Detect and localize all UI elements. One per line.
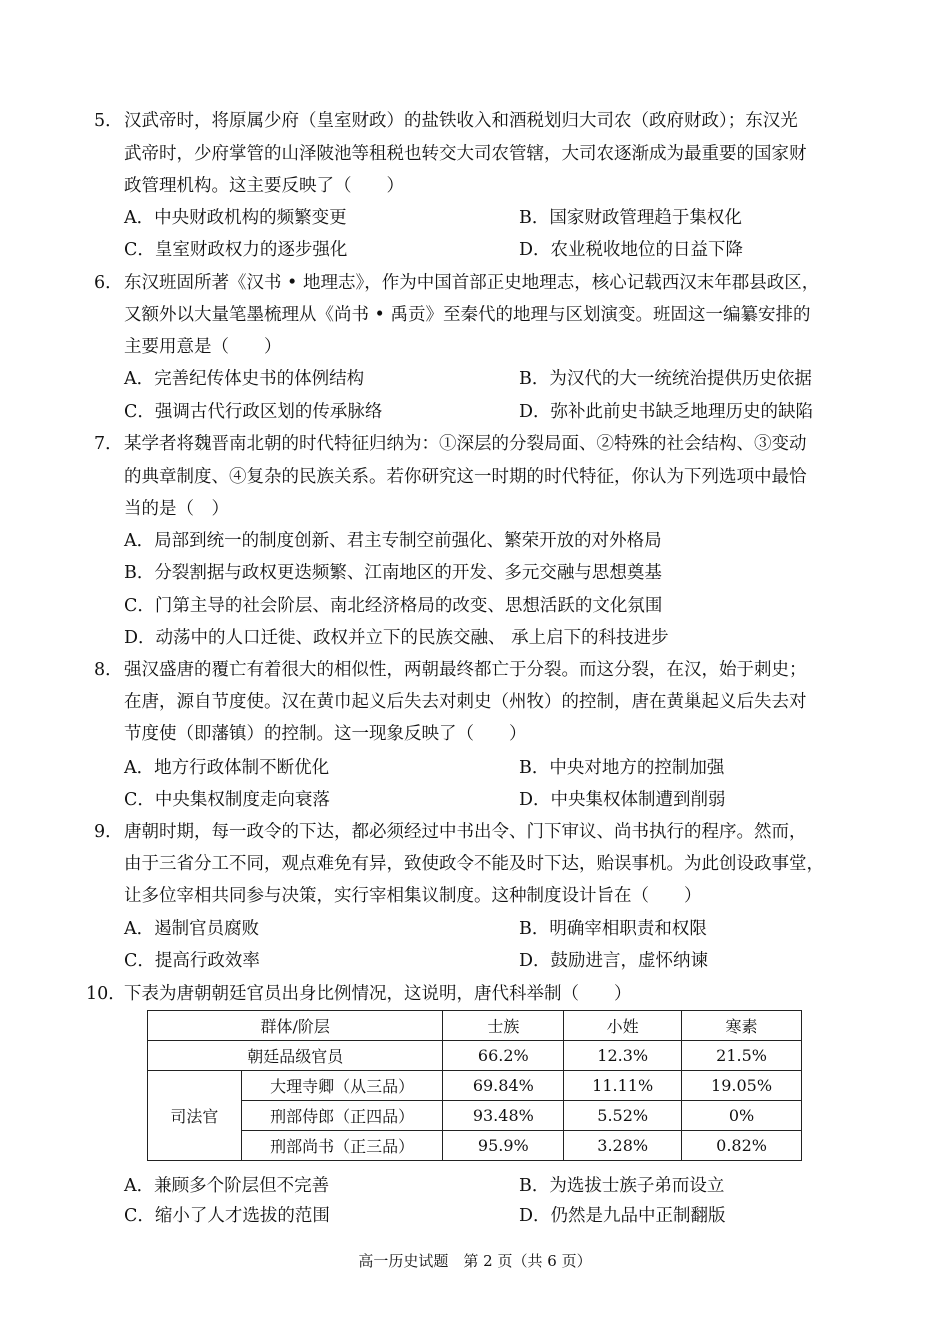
table-cell: 21.5% [682, 1041, 802, 1071]
question-7-option-b[interactable]: B．分裂割据与政权更迭频繁、江南地区的开发、多元交融与思想奠基 [124, 563, 662, 583]
table-header-shizu: 士族 [443, 1011, 564, 1041]
page-footer: 高一历史试题 第 2 页（共 6 页） [358, 1252, 592, 1270]
table-cell: 5.52% [564, 1101, 682, 1131]
question-8-option-c[interactable]: C．中央集权制度走向衰落 [124, 790, 330, 810]
table-header-group: 群体/阶层 [148, 1011, 443, 1041]
table-row-label: 刑部尚书（正三品） [241, 1131, 443, 1161]
question-8-stem-line-1: 强汉盛唐的覆亡有着很大的相似性，两朝最终都亡于分裂。而这分裂，在汉，始于刺史； [124, 660, 807, 680]
question-9-option-c[interactable]: C．提高行政效率 [124, 951, 260, 971]
question-9-stem-line-3: 让多位宰相共同参与决策，实行宰相集议制度。这种制度设计旨在（ ） [124, 886, 702, 906]
question-9-option-d[interactable]: D．鼓励进言，虚怀纳谏 [519, 951, 709, 971]
question-8-option-b[interactable]: B．中央对地方的控制加强 [519, 758, 725, 778]
question-10-option-d[interactable]: D．仍然是九品中正制翻版 [519, 1206, 726, 1226]
table-row-label: 朝廷品级官员 [148, 1041, 443, 1071]
table-row [148, 1071, 802, 1101]
question-8-stem-line-2: 在唐，源自节度使。汉在黄巾起义后失去对刺史（州牧）的控制，唐在黄巢起义后失去对 [124, 692, 807, 712]
table-header-row [148, 1011, 802, 1041]
question-7-stem-line-1: 某学者将魏晋南北朝的时代特征归纳为：①深层的分裂局面、②特殊的社会结构、③变动 [124, 434, 807, 454]
question-5-option-d[interactable]: D．农业税收地位的日益下降 [519, 240, 744, 260]
question-6-option-d[interactable]: D．弥补此前史书缺乏地理历史的缺陷 [519, 402, 814, 422]
question-10-number: 10． [86, 984, 126, 1004]
question-8-option-d[interactable]: D．中央集权体制遭到削弱 [519, 790, 726, 810]
table-cell: 69.84% [443, 1071, 564, 1101]
question-9-number: 9． [94, 822, 123, 842]
table-row [148, 1101, 802, 1131]
table-header-xiaoxing: 小姓 [564, 1011, 682, 1041]
table-row-label: 大理寺卿（从三品） [241, 1071, 443, 1101]
table-cell: 66.2% [443, 1041, 564, 1071]
question-7-option-d[interactable]: D．动荡中的人口迁徙、政权并立下的民族交融、 承上启下的科技进步 [124, 628, 669, 648]
question-10-option-b[interactable]: B．为选拔士族子弟而设立 [519, 1176, 725, 1196]
question-7-stem-line-3: 当的是（ ） [124, 499, 229, 519]
question-5-number: 5． [94, 111, 123, 131]
question-6-number: 6． [94, 273, 123, 293]
table-row [148, 1131, 802, 1161]
question-10-option-c[interactable]: C．缩小了人才选拔的范围 [124, 1206, 330, 1226]
table-cell: 3.28% [564, 1131, 682, 1161]
question-8-option-a[interactable]: A．地方行政体制不断优化 [124, 758, 330, 778]
question-6-option-c[interactable]: C．强调古代行政区划的传承脉络 [124, 402, 383, 422]
question-6-option-b[interactable]: B．为汉代的大一统统治提供历史依据 [519, 369, 812, 389]
question-8-number: 8． [94, 660, 123, 680]
table-cell: 93.48% [443, 1101, 564, 1131]
question-5-stem-line-1: 汉武帝时，将原属少府（皇室财政）的盐铁收入和酒税划归大司农（政府财政）；东汉光 [124, 111, 798, 131]
question-8-stem-line-3: 节度使（即藩镇）的控制。这一现象反映了（ ） [124, 724, 527, 744]
table-cell: 0.82% [682, 1131, 802, 1161]
table-cell: 0% [682, 1101, 802, 1131]
table-cell: 95.9% [443, 1131, 564, 1161]
table-cell: 12.3% [564, 1041, 682, 1071]
question-5-stem-line-3: 政管理机构。这主要反映了（ ） [124, 176, 404, 196]
table-row-label: 刑部侍郎（正四品） [241, 1101, 443, 1131]
question-6-stem-line-1: 东汉班固所著《汉书 • 地理志》，作为中国首部正史地理志，核心记载西汉末年郡县政区， [124, 273, 820, 293]
question-9-stem-line-2: 由于三省分工不同，观点难免有异，致使政令不能及时下达，贻误事机。为此创设政事堂， [124, 854, 824, 874]
question-9-option-b[interactable]: B．明确宰相职责和权限 [519, 919, 707, 939]
question-5-option-c[interactable]: C．皇室财政权力的逐步强化 [124, 240, 348, 260]
question-6-stem-line-3: 主要用意是（ ） [124, 337, 282, 357]
question-7-stem-line-2: 的典章制度、④复杂的民族关系。若你研究这一时期的时代特征，你认为下列选项中最恰 [124, 467, 807, 487]
question-9-stem-line-1: 唐朝时期，每一政令的下达，都必须经过中书出令、门下审议、尚书执行的程序。然而， [124, 822, 807, 842]
question-10-option-a[interactable]: A．兼顾多个阶层但不完善 [124, 1176, 330, 1196]
officials-origin-table [147, 1010, 802, 1161]
table-row [148, 1041, 802, 1071]
question-5-option-b[interactable]: B．国家财政管理趋于集权化 [519, 208, 742, 228]
table-cell: 11.11% [564, 1071, 682, 1101]
question-6-stem-line-2: 又额外以大量笔墨梳理从《尚书 • 禹贡》至秦代的地理与区划演变。班固这一编纂安排的 [124, 305, 811, 325]
question-5-stem-line-2: 武帝时，少府掌管的山泽陂池等租税也转交大司农管辖，大司农逐渐成为最重要的国家财 [124, 144, 807, 164]
question-9-option-a[interactable]: A．遏制官员腐败 [124, 919, 260, 939]
table-cell: 19.05% [682, 1071, 802, 1101]
question-7-option-c[interactable]: C．门第主导的社会阶层、南北经济格局的改变、思想活跃的文化氛围 [124, 596, 663, 616]
table-header-hansu: 寒素 [682, 1011, 802, 1041]
question-7-number: 7． [94, 434, 123, 454]
question-7-option-a[interactable]: A．局部到统一的制度创新、君主专制空前强化、繁荣开放的对外格局 [124, 531, 662, 551]
question-10-stem-line-1: 下表为唐朝朝廷官员出身比例情况，这说明，唐代科举制（ ） [124, 984, 632, 1004]
table-group-label: 司法官 [148, 1071, 242, 1161]
question-5-option-a[interactable]: A．中央财政机构的频繁变更 [124, 208, 347, 228]
question-6-option-a[interactable]: A．完善纪传体史书的体例结构 [124, 369, 365, 389]
